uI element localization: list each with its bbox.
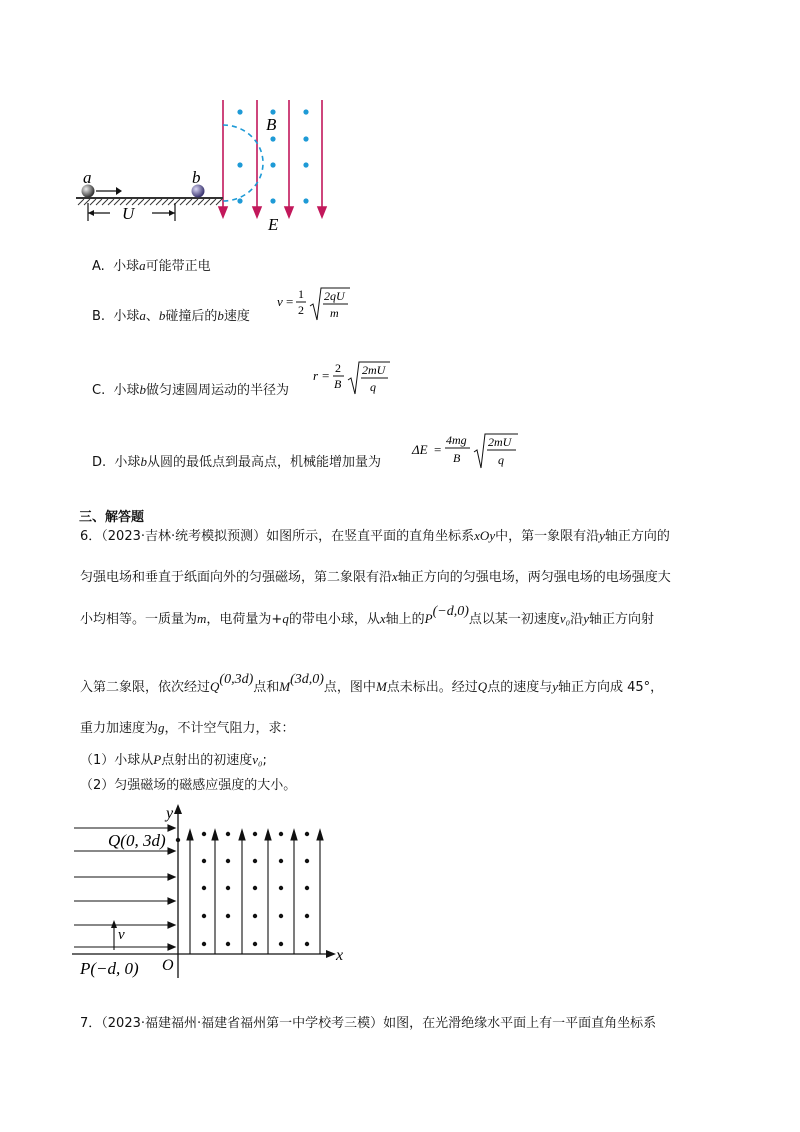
- label-O: O: [162, 957, 174, 974]
- svg-text:=: =: [286, 294, 294, 309]
- label-U: U: [122, 204, 135, 223]
- arrowhead-icon: [174, 804, 182, 814]
- section-title: 三、解答题: [79, 510, 145, 525]
- q6-line-3: 小均相等。一质量为m，电荷量为+q的带电小球，从x轴上的P(−d,0)点以某一初速度v₀沿y轴正方向射: [80, 604, 654, 627]
- option-D: D. 小球b从圆的最低点到最高点，机械能增加量为: [92, 454, 381, 470]
- magnetic-field-dots-2: [202, 832, 309, 946]
- option-A: A. 小球a可能带正电: [92, 258, 211, 274]
- svg-text:m: m: [330, 306, 339, 320]
- svg-text:=: =: [322, 368, 330, 383]
- svg-text:4mg: 4mg: [446, 433, 467, 447]
- label-P: P(−d, 0): [80, 959, 139, 978]
- svg-text:1: 1: [298, 287, 304, 301]
- label-E: E: [268, 215, 279, 234]
- label-Q: Q(0, 3d): [108, 831, 166, 850]
- svg-text:2mU: 2mU: [488, 435, 512, 449]
- svg-text:B: B: [453, 451, 461, 465]
- option-B: B. 小球a、b碰撞后的b速度: [92, 308, 250, 324]
- svg-text:q: q: [370, 380, 376, 394]
- figure-1: [70, 95, 350, 240]
- formula-B: [274, 284, 354, 328]
- svg-text:r: r: [313, 368, 319, 383]
- svg-text:2mU: 2mU: [362, 363, 386, 377]
- q6-line-4: 入第二象限，依次经过Q(0,3d)点和M(3d,0)点，图中M点未标出。经过Q点的速度与y轴正方向成 45°，: [80, 672, 664, 695]
- svg-text:q: q: [498, 453, 504, 467]
- svg-text:B: B: [334, 377, 342, 391]
- q6-sub-2: （2）匀强磁场的磁感应强度的大小。: [80, 778, 297, 793]
- figure-2: [70, 800, 360, 980]
- q6-line-5: 重力加速度为g，不计空气阻力，求：: [80, 720, 295, 736]
- svg-text:ΔE: ΔE: [412, 442, 428, 457]
- label-y: y: [166, 805, 174, 822]
- option-C: C. 小球b做匀速圆周运动的半径为: [92, 382, 290, 398]
- svg-text:2: 2: [298, 303, 304, 317]
- svg-text:2qU: 2qU: [324, 289, 345, 303]
- point-Q: [176, 838, 180, 842]
- ground-hatching: [78, 199, 222, 205]
- label-B: B: [266, 115, 277, 134]
- q6-sub-1: （1）小球从P点射出的初速度v₀;: [80, 752, 267, 768]
- label-x: x: [336, 947, 344, 964]
- svg-text:2: 2: [335, 361, 341, 375]
- arrowhead-icon: [169, 210, 175, 216]
- arrowhead-icon: [88, 210, 94, 216]
- arrowhead-icon: [326, 950, 336, 958]
- svg-text:=: =: [434, 442, 442, 457]
- svg-text:v: v: [277, 294, 283, 309]
- label-a: a: [83, 168, 92, 187]
- formula-C: [310, 358, 394, 402]
- first-quadrant-field-lines: [187, 830, 323, 954]
- q7-line-1: 7．（2023·福建福州·福建省福州第一中学校考三模）如图，在光滑绝缘水平面上有一平面直角坐标系: [80, 1016, 657, 1031]
- arrowhead-icon: [111, 920, 117, 928]
- arrowhead-icon: [116, 187, 122, 195]
- formula-D: [410, 430, 522, 474]
- q6-line-1: 6．（2023·吉林·统考模拟预测）如图所示，在竖直平面的直角坐标系xOy中，第一象限有沿y轴正方向的: [80, 528, 670, 544]
- q6-line-2: 匀强电场和垂直于纸面向外的匀强磁场，第二象限有沿x轴正方向的匀强电场，两匀强电场的电场强度大: [80, 569, 671, 585]
- label-v: v: [118, 927, 125, 943]
- label-b: b: [192, 168, 201, 187]
